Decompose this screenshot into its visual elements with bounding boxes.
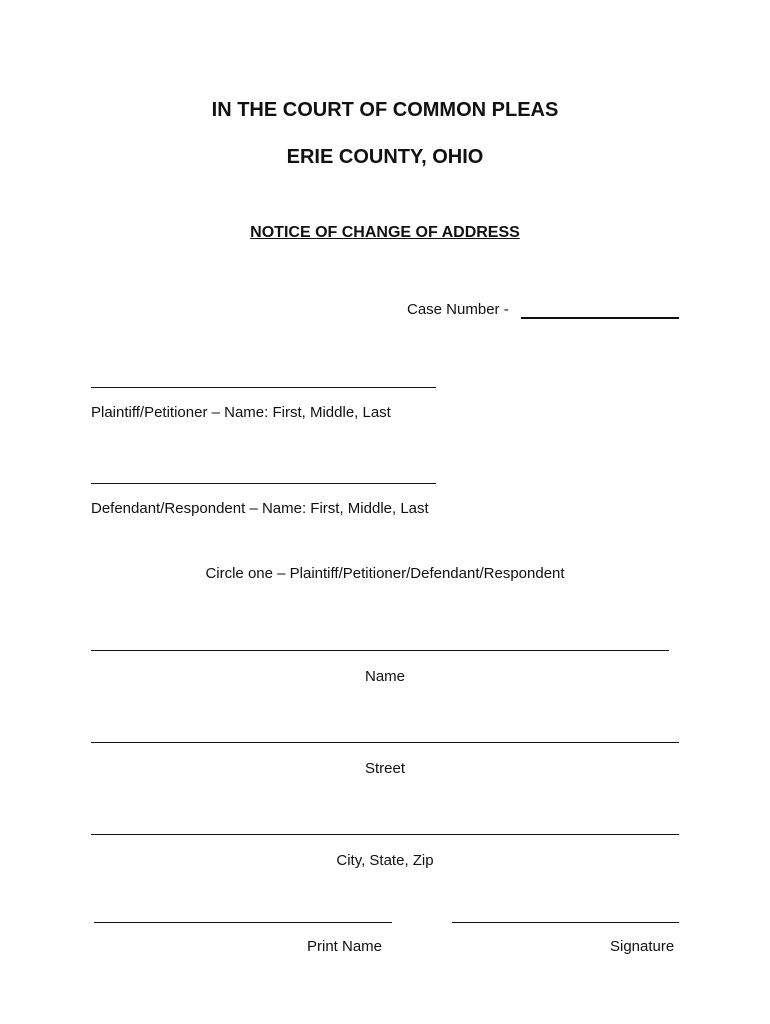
signature-label: Signature (610, 938, 675, 955)
name-label: Name (364, 668, 405, 685)
print-name-label: Print Name (307, 938, 383, 955)
street-label: Street (364, 760, 406, 777)
plaintiff-name-field[interactable] (91, 387, 436, 388)
print-name-field[interactable] (94, 922, 392, 923)
city-state-zip-field[interactable] (91, 834, 679, 835)
street-field[interactable] (91, 742, 679, 743)
city-state-zip-label: City, State, Zip (336, 852, 434, 869)
county-heading: ERIE COUNTY, OHIO (286, 146, 484, 168)
defendant-name-field[interactable] (91, 483, 436, 484)
case-number-field[interactable] (521, 317, 679, 319)
plaintiff-label: Plaintiff/Petitioner – Name: First, Middle, Last (91, 404, 391, 421)
name-field[interactable] (91, 650, 669, 651)
defendant-label: Defendant/Respondent – Name: First, Middle, Last (91, 500, 429, 517)
case-number-label: Case Number - (407, 301, 509, 318)
form-title: NOTICE OF CHANGE OF ADDRESS (250, 224, 520, 241)
circle-one-instruction: Circle one – Plaintiff/Petitioner/Defendant/Respondent (205, 565, 565, 582)
court-heading: IN THE COURT OF COMMON PLEAS (211, 99, 559, 121)
signature-field[interactable] (452, 922, 679, 923)
